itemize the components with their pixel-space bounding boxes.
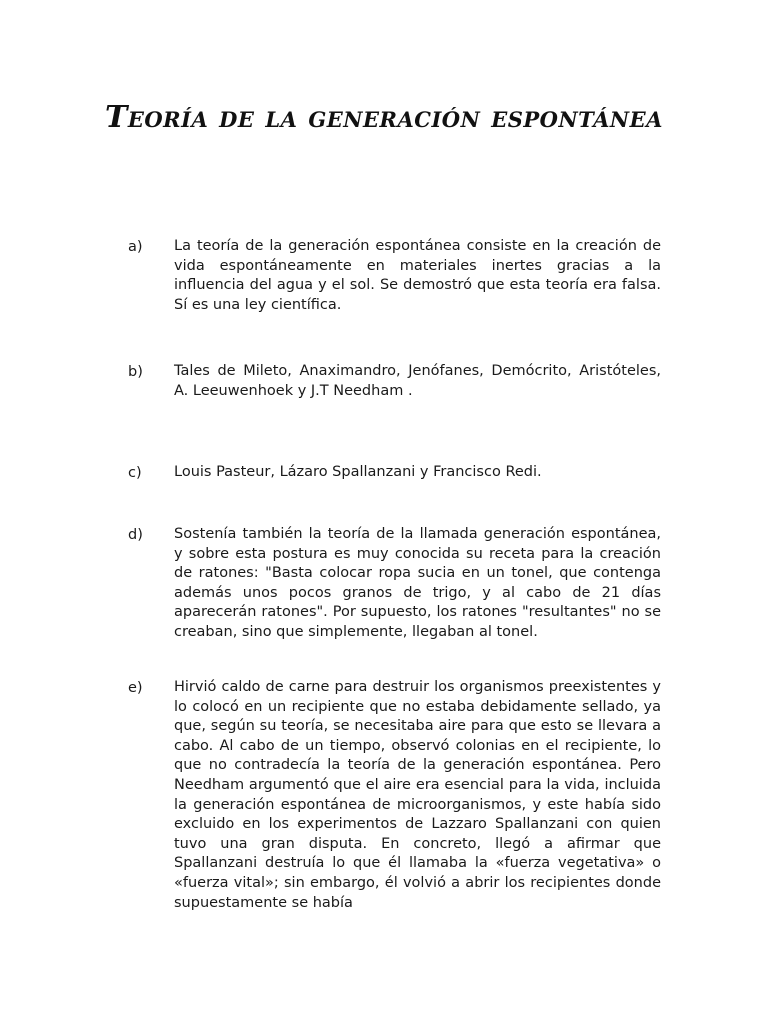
item-text: Hirvió caldo de carne para destruir los organismos preexistentes y lo colocó en un recipiente que no estaba debidamente sellado, ya que, según su teoría, se necesitaba aire para que esto se llevara a cabo. Al cabo de un tiempo, observó colonias en el recipiente, lo que no contradecía la teoría de la generación espontánea. Pero Needham argumentó que el aire era esencial para la vida, incluida la generación espontánea de microorganismos, y este había sido excluido en los experimentos de Lazzaro Spallanzani con quien tuvo una gran disputa. En concreto, llegó a afirmar que Spallanzani destruía lo que él llamaba la «fuerza vegetativa» o «fuerza vital»; sin embargo, él volvió a abrir los recipientes donde supuestamente se había	[174, 679, 661, 911]
item-label: b)	[128, 364, 143, 380]
item-text: Sostenía también la teoría de la llamada generación espontánea, y sobre esta postura es muy conocida su receta para la creación de ratones: "Basta colocar ropa sucia en un tonel, que contenga además unos pocos granos de trigo, y al cabo de 21 días aparecerán ratones". Por supuesto, los ratones "resultantes" no se creaban, sino que simplemente, llegaban al tonel.	[174, 526, 661, 640]
item-label: d)	[128, 527, 143, 543]
item-label: a)	[128, 239, 143, 255]
item-label: e)	[128, 680, 143, 696]
item-text: Louis Pasteur, Lázaro Spallanzani y Francisco Redi.	[174, 464, 542, 480]
item-label: c)	[128, 465, 142, 481]
item-text: Tales de Mileto, Anaximandro, Jenófanes, Demócrito, Aristóteles, A. Leeuwenhoek y J.T Needham .	[174, 363, 661, 399]
page-title: Teoría de la generación espontánea	[105, 100, 663, 135]
item-text: La teoría de la generación espontánea consiste en la creación de vida espontáneamente en materiales inertes gracias a la influencia del agua y el sol. Se demostró que esta teoría era falsa. Sí es una ley científica.	[174, 238, 661, 313]
